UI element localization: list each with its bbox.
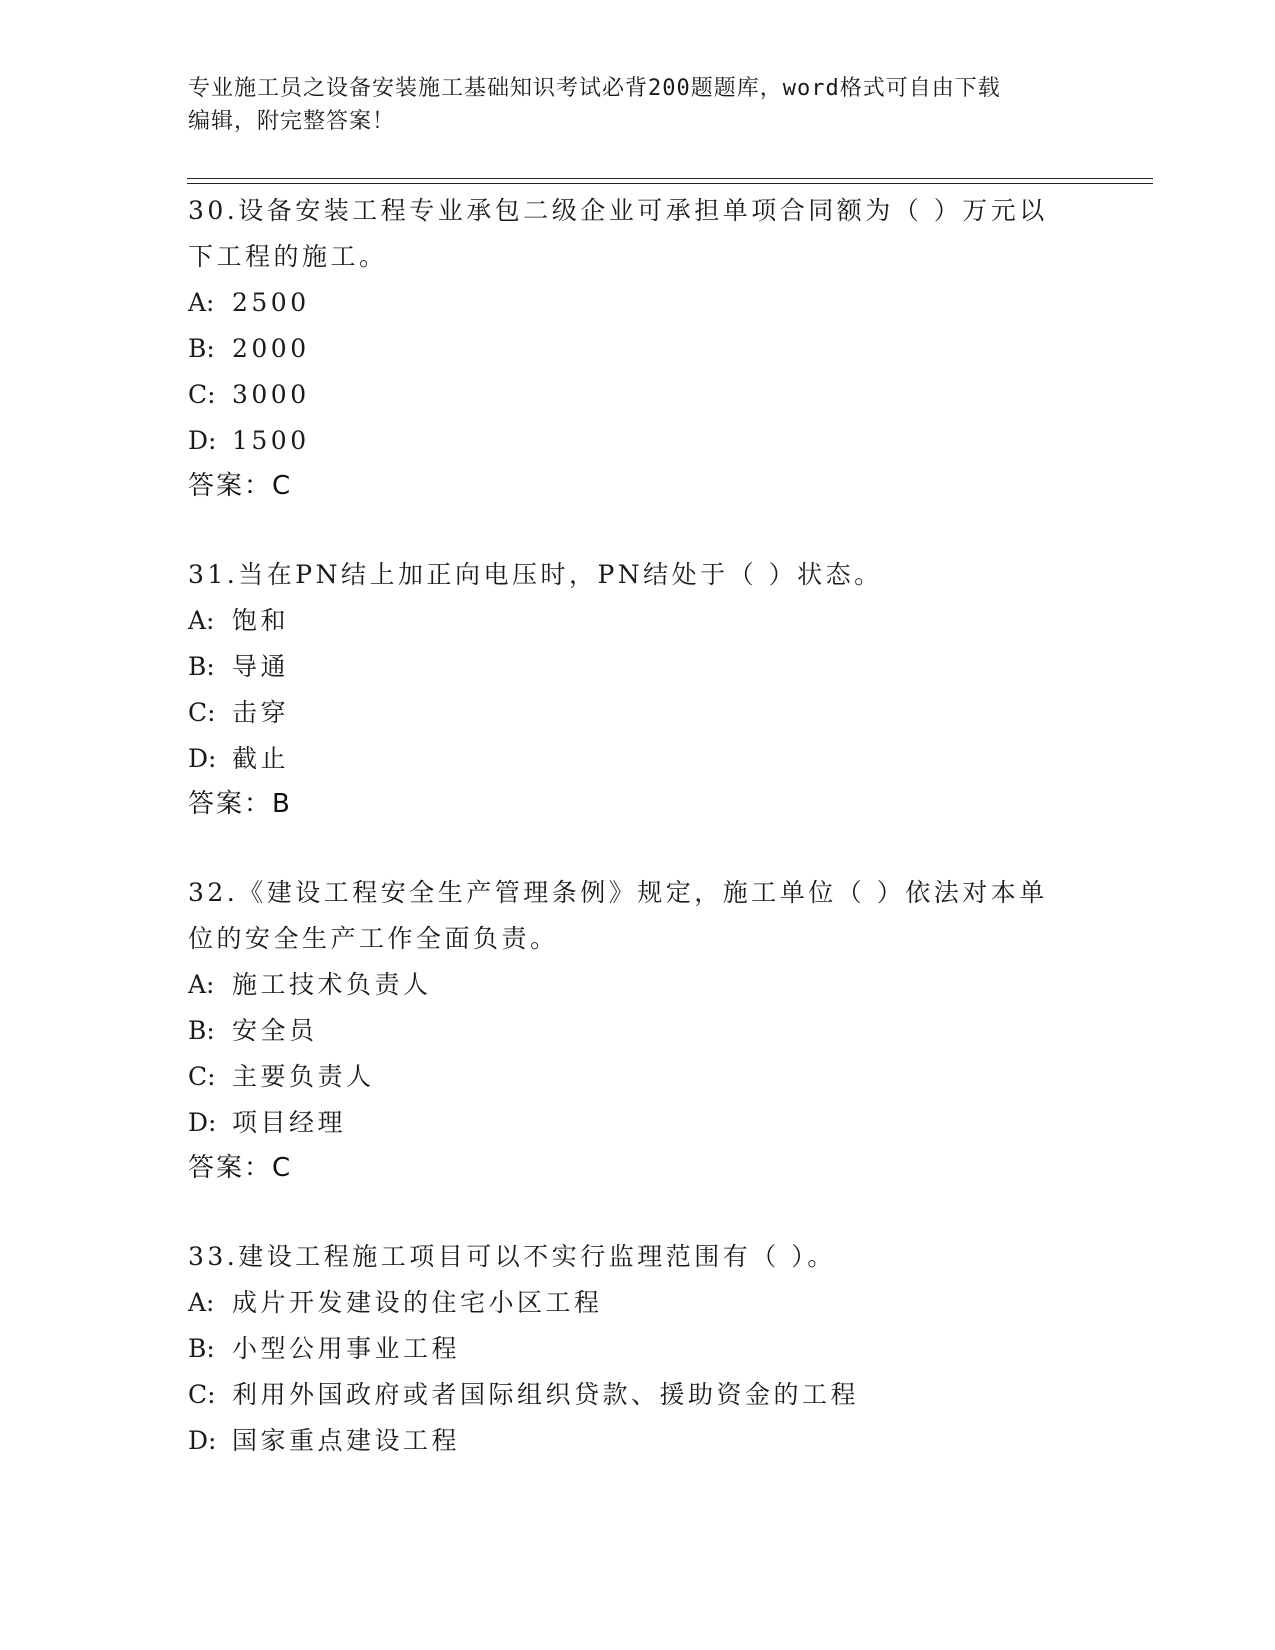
option-key: A: xyxy=(188,606,215,635)
option-text: 导通 xyxy=(232,652,290,681)
question-stem: 33.建设工程施工项目可以不实行监理范围有（ ）。 xyxy=(188,1242,836,1271)
question-spacer xyxy=(188,826,1068,870)
option-b xyxy=(188,326,1068,372)
option-text: 项目经理 xyxy=(232,1108,347,1137)
option-key: D: xyxy=(188,1426,217,1455)
option-text: 3000 xyxy=(232,380,310,409)
option-a xyxy=(188,280,1068,326)
question-33 xyxy=(188,1234,1068,1464)
question-spacer xyxy=(188,1190,1068,1234)
option-b xyxy=(188,644,1068,690)
question-stem: 32.《建设工程安全生产管理条例》规定，施工单位（ ）依法对本单位的安全生产工作全面负责。 xyxy=(188,878,1048,953)
option-text: 主要负责人 xyxy=(232,1062,375,1091)
option-d xyxy=(188,1100,1068,1146)
option-a xyxy=(188,598,1068,644)
option-key: C: xyxy=(188,698,216,727)
option-b xyxy=(188,1326,1068,1372)
option-text: 击穿 xyxy=(232,698,290,727)
option-text: 2500 xyxy=(232,288,310,317)
option-key: C: xyxy=(188,1062,216,1091)
option-a xyxy=(188,962,1068,1008)
question-stem: 30.设备安装工程专业承包二级企业可承担单项合同额为（ ）万元以下工程的施工。 xyxy=(188,196,1048,271)
option-key: C: xyxy=(188,1380,216,1409)
question-31 xyxy=(188,552,1068,826)
option-key: A: xyxy=(188,970,215,999)
option-text: 国家重点建设工程 xyxy=(232,1426,461,1455)
option-key: B: xyxy=(188,334,215,363)
option-d xyxy=(188,418,1068,464)
answer-line: 答案：C xyxy=(188,1153,293,1183)
option-c xyxy=(188,1054,1068,1100)
option-text: 饱和 xyxy=(232,606,290,635)
option-text: 截止 xyxy=(232,744,290,773)
question-list xyxy=(188,188,1068,1464)
option-text: 1500 xyxy=(232,426,310,455)
option-key: B: xyxy=(188,1016,215,1045)
option-a xyxy=(188,1280,1068,1326)
option-d xyxy=(188,1418,1068,1464)
header-divider-top xyxy=(187,178,1153,179)
option-text: 成片开发建设的住宅小区工程 xyxy=(232,1288,603,1317)
answer-line: 答案：B xyxy=(188,789,292,819)
document-header xyxy=(188,72,1088,138)
option-b xyxy=(188,1008,1068,1054)
option-c xyxy=(188,372,1068,418)
option-text: 施工技术负责人 xyxy=(232,970,432,999)
option-key: A: xyxy=(188,1288,215,1317)
header-line-2: 编辑，附完整答案！ xyxy=(188,109,396,134)
option-c xyxy=(188,1372,1068,1418)
question-32 xyxy=(188,870,1068,1190)
option-text: 小型公用事业工程 xyxy=(232,1334,461,1363)
answer-line: 答案：C xyxy=(188,471,293,501)
option-key: D: xyxy=(188,1108,217,1137)
option-c xyxy=(188,690,1068,736)
option-text: 安全员 xyxy=(232,1016,318,1045)
option-text: 2000 xyxy=(232,334,310,363)
option-d xyxy=(188,736,1068,782)
option-key: D: xyxy=(188,426,217,455)
option-key: B: xyxy=(188,1334,215,1363)
option-key: D: xyxy=(188,744,217,773)
question-stem: 31.当在PN结上加正向电压时，PN结处于（ ）状态。 xyxy=(188,560,883,589)
option-key: C: xyxy=(188,380,216,409)
option-text: 利用外国政府或者国际组织贷款、援助资金的工程 xyxy=(232,1380,860,1409)
header-line-1: 专业施工员之设备安装施工基础知识考试必背200题题库，word格式可自由下载 xyxy=(188,76,1001,101)
question-30 xyxy=(188,188,1068,508)
option-key: A: xyxy=(188,288,215,317)
header-divider-bottom xyxy=(187,183,1153,184)
question-spacer xyxy=(188,508,1068,552)
option-key: B: xyxy=(188,652,215,681)
